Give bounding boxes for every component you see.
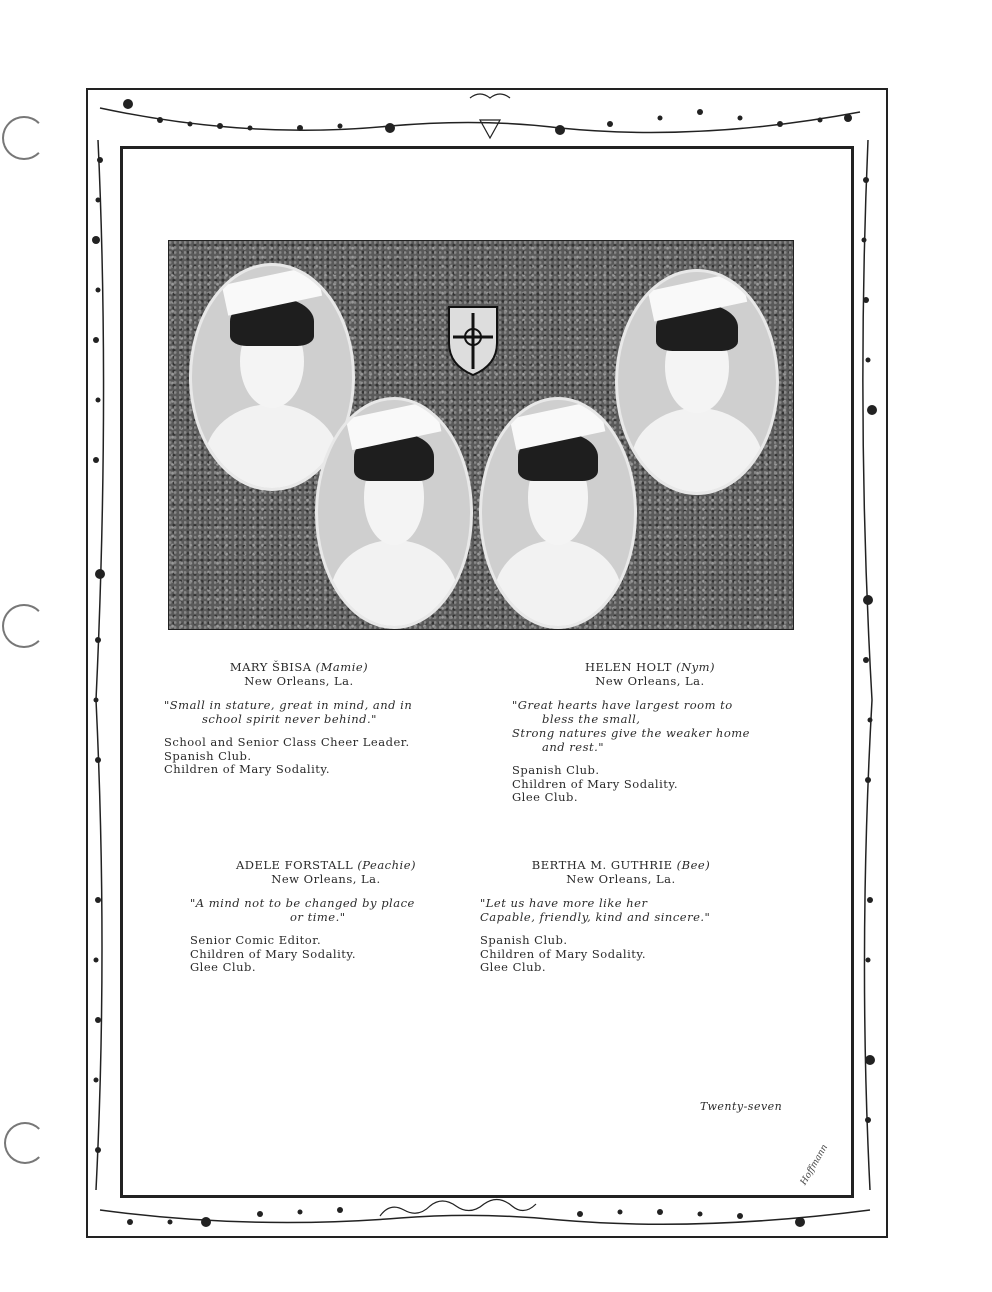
activity-item: Glee Club. [190,960,257,974]
activity-item: Children of Mary Sodality. [164,762,331,776]
entry-nickname: (Mamie) [315,660,369,674]
entry-name: ADELE FORSTALL [235,858,354,872]
entry-name: BERTHA M. GUTHRIE [531,858,673,872]
entry-name: HELEN HOLT [584,660,672,674]
activity-item: Glee Club. [512,790,579,804]
entry-quote [480,896,762,924]
entry-city: New Orleans, La. [244,674,354,688]
entry-name-line [480,858,762,872]
activity-item: Glee Club. [480,960,547,974]
entry-city: New Orleans, La. [566,872,676,886]
artist-signature: Hoffmann [798,1142,831,1188]
entry-activities [190,934,462,975]
quote-line: Capable, friendly, kind and sincere." [480,910,711,924]
activity-item: Children of Mary Sodality. [480,946,647,961]
quote-line: "Great hearts have largest room to [512,698,733,712]
entry-nickname: (Peachie) [357,858,416,872]
entry-name: MARY ŠBISA [229,660,312,674]
page-number: Twenty-seven [700,1100,783,1113]
quote-line: and rest." [542,740,605,754]
entry-activities [480,934,762,975]
entry-name-line [512,660,788,674]
entry-quote [190,896,462,924]
entry-city: New Orleans, La. [271,872,381,886]
activity-item: Spanish Club. [512,763,600,777]
activity-item: Spanish Club. [480,933,568,947]
portrait-bertha-guthrie [479,397,637,629]
quote-line: or time." [290,910,346,924]
entry-helen-holt [512,660,788,805]
quote-line: "Let us have more like her [480,896,648,910]
quote-line: "Small in stature, great in mind, and in [164,698,413,712]
entry-activities [512,764,788,805]
quote-line: "A mind not to be changed by place [190,896,415,910]
activity-item: School and Senior Class Cheer Leader. [164,735,410,749]
entry-name-line [190,858,462,872]
entry-name-line [164,660,434,674]
activity-item: Spanish Club. [164,748,252,763]
entry-quote [512,698,788,754]
activity-item: Senior Comic Editor. [190,933,322,947]
entry-nickname: (Nym) [676,660,716,674]
entry-mary-sbisa [164,660,434,777]
activity-item: Children of Mary Sodality. [190,946,357,961]
entry-nickname: (Bee) [676,858,711,872]
entry-city: New Orleans, La. [595,674,705,688]
entry-activities [164,736,434,777]
activity-item: Children of Mary Sodality. [512,776,679,791]
school-crest-icon [441,301,505,379]
entry-quote [164,698,434,726]
quote-line: school spirit never behind." [202,712,377,726]
quote-line: bless the small, [542,712,641,726]
entry-adele-forstall [190,858,462,975]
entry-bertha-guthrie [480,858,762,975]
graduate-portrait-montage [168,240,794,630]
portrait-adele-forstall [315,397,473,629]
portrait-helen-holt [615,269,779,495]
quote-line: Strong natures give the weaker home [512,726,750,740]
